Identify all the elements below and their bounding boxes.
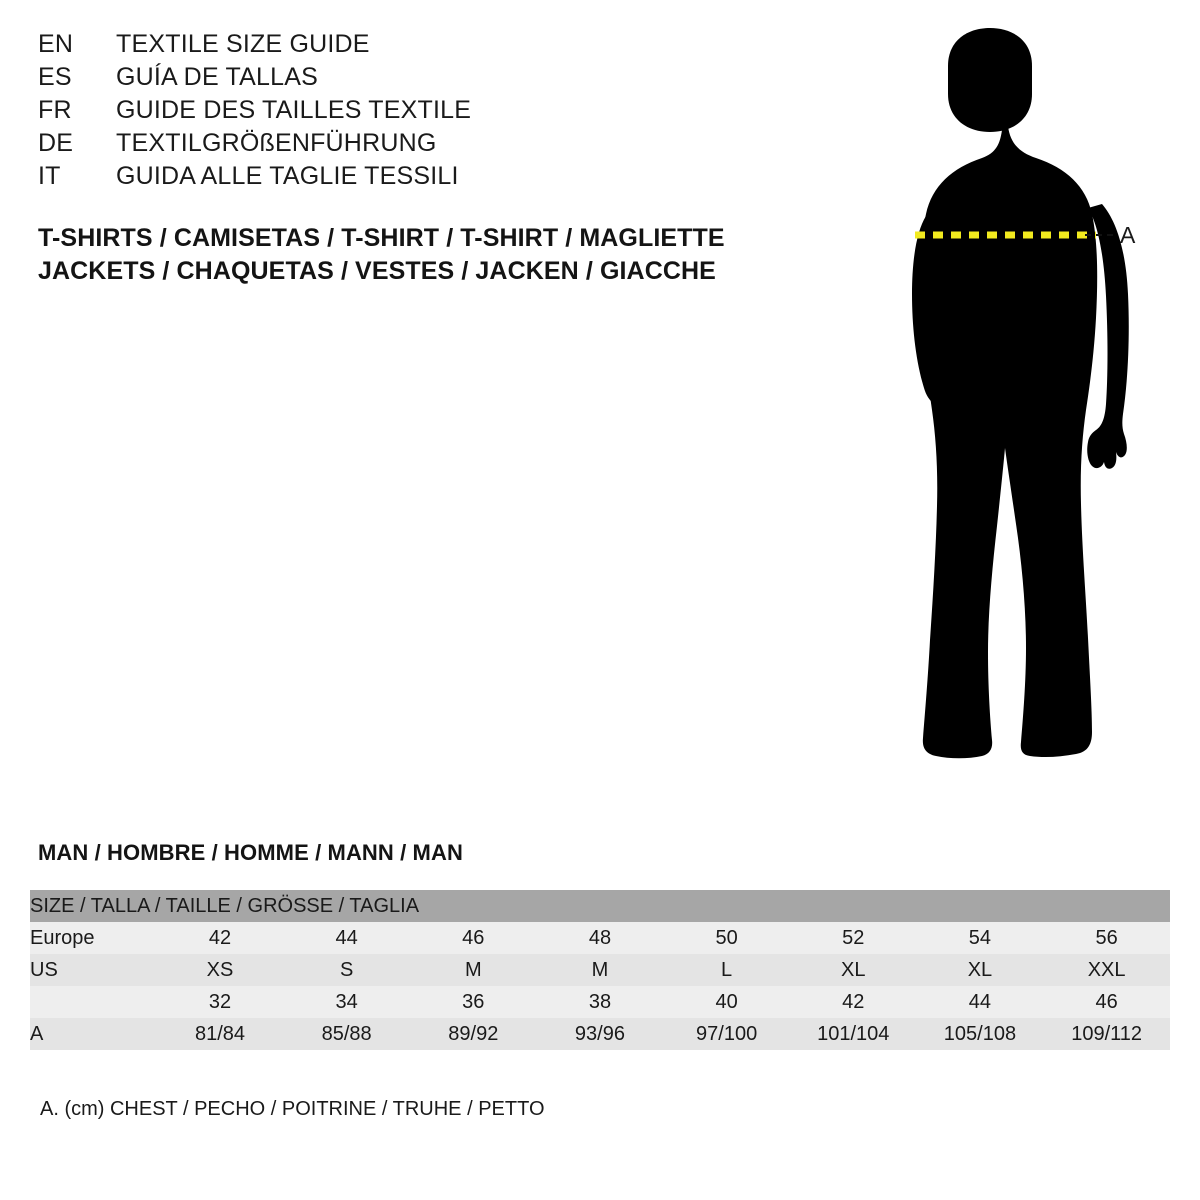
cell-value: 52 [790, 922, 917, 954]
language-code: DE [38, 129, 74, 157]
cell-value: XXL [1043, 954, 1170, 986]
cell-value: 50 [663, 922, 790, 954]
language-code: IT [38, 162, 61, 190]
garment-category-jackets: JACKETS / CHAQUETAS / VESTES / JACKEN / GIACCHE [38, 257, 716, 285]
measure-leader-line [1085, 234, 1113, 236]
cell-value: 42 [157, 922, 284, 954]
cell-value: 101/104 [790, 1018, 917, 1050]
cell-value: 34 [283, 986, 410, 1018]
section-title-man: MAN / HOMBRE / HOMME / MANN / MAN [38, 840, 463, 865]
cell-value: 54 [917, 922, 1044, 954]
body-silhouette-illustration [830, 18, 1160, 788]
language-text: GUIDA ALLE TAGLIE TESSILI [116, 162, 459, 190]
measurement-footnote: A. (cm) CHEST / PECHO / POITRINE / TRUHE / PETTO [40, 1098, 545, 1120]
cell-value: 97/100 [663, 1018, 790, 1050]
table-row [30, 922, 1170, 954]
cell-value: 105/108 [917, 1018, 1044, 1050]
cell-value: 56 [1043, 922, 1170, 954]
language-row [38, 96, 738, 129]
row-label: A [30, 1018, 157, 1050]
language-list [38, 30, 738, 195]
language-code: FR [38, 96, 72, 124]
language-text: TEXTILGRÖßENFÜHRUNG [116, 129, 437, 157]
cell-value: M [537, 954, 664, 986]
row-label: Europe [30, 922, 157, 954]
table-row [30, 1018, 1170, 1050]
language-text: TEXTILE SIZE GUIDE [116, 30, 370, 58]
language-code: EN [38, 30, 74, 58]
cell-value: S [283, 954, 410, 986]
cell-value: 89/92 [410, 1018, 537, 1050]
cell-value: 44 [283, 922, 410, 954]
cell-value: 42 [790, 986, 917, 1018]
cell-value: 46 [410, 922, 537, 954]
measure-label-a: A [1120, 222, 1136, 248]
cell-value: 32 [157, 986, 284, 1018]
language-row [38, 30, 738, 63]
silhouette-shape [912, 28, 1129, 758]
cell-value: XL [790, 954, 917, 986]
cell-value: XS [157, 954, 284, 986]
cell-value: 38 [537, 986, 664, 1018]
cell-value: 48 [537, 922, 664, 954]
garment-category-list [38, 222, 725, 288]
row-label [30, 986, 157, 1018]
cell-value: 46 [1043, 986, 1170, 1018]
cell-value: 36 [410, 986, 537, 1018]
cell-value: 40 [663, 986, 790, 1018]
language-row [38, 162, 738, 195]
language-text: GUÍA DE TALLAS [116, 63, 318, 91]
cell-value: 44 [917, 986, 1044, 1018]
cell-value: M [410, 954, 537, 986]
row-label: US [30, 954, 157, 986]
table-row [30, 954, 1170, 986]
cell-value: XL [917, 954, 1044, 986]
cell-value: 93/96 [537, 1018, 664, 1050]
table-header-label: SIZE / TALLA / TAILLE / GRÖSSE / TAGLIA [30, 890, 1170, 922]
table-row [30, 986, 1170, 1018]
language-row [38, 129, 738, 162]
language-text: GUIDE DES TAILLES TEXTILE [116, 96, 472, 124]
cell-value: 85/88 [283, 1018, 410, 1050]
language-row [38, 63, 738, 96]
size-table [30, 890, 1170, 1050]
table-header-row [30, 890, 1170, 922]
cell-value: 109/112 [1043, 1018, 1170, 1050]
language-code: ES [38, 63, 72, 91]
cell-value: L [663, 954, 790, 986]
cell-value: 81/84 [157, 1018, 284, 1050]
garment-category-tshirts: T-SHIRTS / CAMISETAS / T-SHIRT / T-SHIRT / MAGLIETTE [38, 224, 725, 252]
